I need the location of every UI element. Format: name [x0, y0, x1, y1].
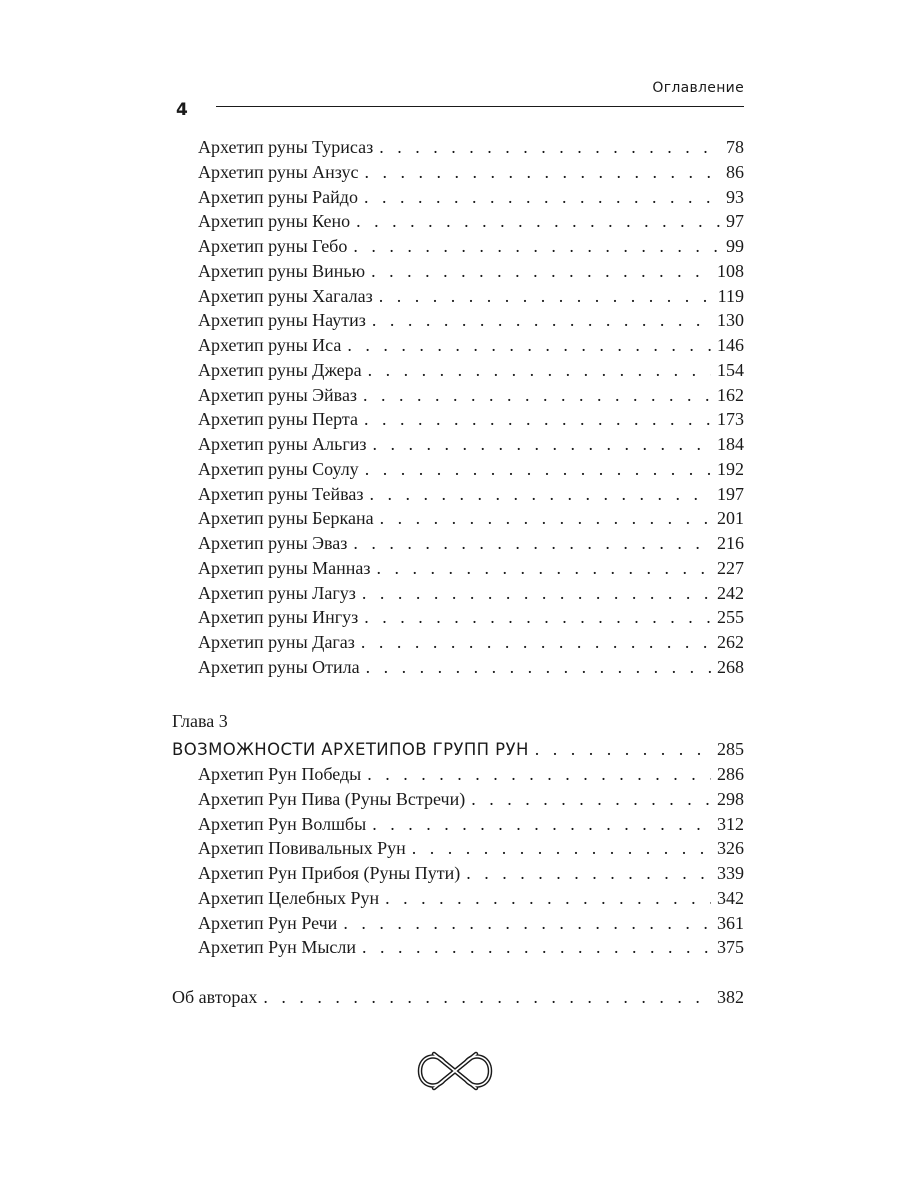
entry-title: Архетип руны Альгиз	[198, 434, 367, 454]
toc-entry[interactable]	[198, 861, 744, 885]
toc-entry[interactable]	[198, 556, 744, 580]
dot-leader	[362, 581, 711, 605]
entry-title: Архетип руны Наутиз	[198, 310, 366, 331]
entry-title: Архетип руны Анзус	[198, 161, 359, 182]
entry-page: 339	[717, 863, 744, 883]
toc-entry[interactable]	[198, 209, 744, 233]
entry-title: Архетип Рун Прибоя (Руны Пути)	[198, 863, 461, 883]
dot-leader	[368, 358, 711, 382]
toc-entry[interactable]	[198, 135, 744, 159]
toc-entry[interactable]	[198, 655, 744, 679]
dot-leader	[466, 861, 711, 885]
toc-entry[interactable]	[198, 506, 744, 530]
entry-page: 146	[717, 335, 744, 355]
dot-leader	[343, 911, 711, 935]
dot-leader	[353, 531, 711, 555]
dot-leader	[361, 630, 711, 654]
entry-page: 312	[717, 813, 744, 834]
toc-entry[interactable]	[198, 836, 744, 860]
dot-leader	[379, 284, 712, 308]
entry-page: 192	[717, 458, 744, 479]
toc-entry[interactable]	[198, 407, 744, 431]
entry-title: Архетип руны Перта	[198, 409, 358, 430]
entry-page: 184	[717, 434, 744, 454]
entry-page: 86	[726, 161, 744, 182]
toc-entry[interactable]	[198, 383, 744, 407]
entry-page: 99	[726, 236, 744, 256]
entry-page: 130	[717, 310, 744, 331]
entry-title: Архетип Рун Победы	[198, 764, 362, 784]
running-title: Оглавление	[652, 80, 744, 96]
entry-title: Архетип руны Райдо	[198, 186, 358, 207]
dot-leader	[379, 135, 720, 159]
entry-title: Архетип Повивальных Рун	[198, 838, 406, 859]
dot-leader	[412, 836, 711, 860]
entry-page: 97	[726, 211, 744, 232]
toc-entry[interactable]	[198, 284, 744, 308]
entry-title: Архетип Целебных Рун	[198, 887, 380, 908]
toc-entry[interactable]	[198, 812, 744, 836]
dot-leader	[356, 209, 720, 233]
dot-leader	[385, 886, 711, 910]
entry-page: 298	[717, 788, 744, 809]
entry-page: 361	[717, 912, 744, 933]
entry-title: Архетип руны Эйваз	[198, 384, 358, 405]
dot-leader	[371, 259, 711, 283]
entry-title: Архетип руны Отила	[198, 656, 360, 677]
toc-entry[interactable]	[198, 259, 744, 283]
entry-page: 242	[717, 582, 744, 603]
entry-page: 342	[717, 887, 744, 908]
toc-entry[interactable]	[198, 531, 744, 555]
dot-leader	[365, 457, 711, 481]
dot-leader	[372, 432, 711, 456]
toc-entry[interactable]	[198, 787, 744, 811]
dot-leader	[364, 185, 720, 209]
dot-leader	[377, 556, 711, 580]
toc-entry[interactable]	[198, 762, 744, 786]
header-rule	[216, 106, 744, 107]
dot-leader	[372, 812, 711, 836]
chapter-label: Глава 3	[172, 711, 228, 731]
entry-page: 197	[717, 483, 744, 504]
dot-leader	[263, 985, 711, 1009]
chapter-page: 285	[717, 739, 744, 759]
toc-entry[interactable]	[198, 581, 744, 605]
toc-entry[interactable]	[198, 333, 744, 357]
entry-page: 227	[717, 557, 744, 578]
dot-leader	[364, 407, 711, 431]
entry-page: 255	[717, 607, 744, 628]
entry-page: 93	[726, 186, 744, 207]
entry-page: 119	[717, 285, 744, 306]
entry-page: 201	[717, 508, 744, 529]
entry-title: Архетип руны Лагуз	[198, 582, 356, 603]
dot-leader	[362, 935, 711, 959]
toc-entry[interactable]	[198, 630, 744, 654]
dot-leader	[363, 383, 711, 407]
about-authors-page: 382	[717, 987, 744, 1007]
entry-title: Архетип руны Соулу	[198, 458, 359, 479]
dot-leader	[353, 234, 720, 258]
entry-page: 262	[717, 632, 744, 652]
dot-leader	[471, 787, 711, 811]
dot-leader	[347, 333, 711, 357]
entry-title: Архетип Рун Речи	[198, 912, 338, 933]
entry-title: Архетип руны Эваз	[198, 533, 348, 553]
dot-leader	[364, 605, 711, 629]
dot-leader	[369, 482, 711, 506]
entry-page: 326	[717, 838, 744, 859]
dot-leader	[535, 737, 711, 761]
page-number: 4	[176, 100, 188, 120]
entry-title: Архетип руны Беркана	[198, 508, 374, 529]
entry-title: Архетип руны Турисаз	[198, 137, 374, 157]
toc-entry[interactable]	[198, 185, 744, 209]
toc-entry[interactable]	[198, 935, 744, 959]
chapter-title-entry[interactable]	[172, 737, 744, 761]
toc-entry[interactable]	[198, 358, 744, 382]
toc-entry[interactable]	[198, 308, 744, 332]
entry-title: Архетип руны Иса	[198, 335, 342, 355]
chapter-title: ВОЗМОЖНОСТИ АРХЕТИПОВ ГРУПП РУН	[172, 740, 529, 759]
running-header	[176, 78, 744, 118]
toc-entry[interactable]	[198, 160, 744, 184]
toc-entry[interactable]	[198, 886, 744, 910]
toc-entry[interactable]	[198, 234, 744, 258]
entry-page: 286	[717, 764, 744, 784]
entry-page: 375	[717, 937, 744, 958]
entry-title: Архетип руны Джера	[198, 359, 362, 380]
entry-page: 173	[717, 409, 744, 430]
dot-leader	[367, 762, 711, 786]
entry-title: Архетип руны Ингуз	[198, 607, 359, 628]
about-authors-title: Об авторах	[172, 987, 258, 1007]
entry-page: 78	[726, 137, 744, 157]
entry-page: 154	[717, 359, 744, 380]
entry-page: 162	[717, 384, 744, 405]
toc-entry[interactable]	[198, 605, 744, 629]
entry-title: Архетип Рун Пива (Руны Встречи)	[198, 788, 466, 809]
toc-entry[interactable]	[198, 457, 744, 481]
dot-leader	[380, 506, 711, 530]
entry-title: Архетип Рун Мысли	[198, 937, 357, 958]
entry-page: 268	[717, 656, 744, 677]
entry-title: Архетип руны Гебо	[198, 236, 348, 256]
celtic-knot-icon	[414, 1046, 496, 1096]
dot-leader	[366, 655, 711, 679]
entry-page: 216	[717, 533, 744, 553]
dot-leader	[372, 308, 711, 332]
entry-title: Архетип руны Винью	[198, 260, 366, 281]
entry-title: Архетип руны Дагаз	[198, 632, 355, 652]
entry-title: Архетип Рун Волшбы	[198, 813, 367, 834]
toc-entry[interactable]	[198, 432, 744, 456]
entry-title: Архетип руны Хагалаз	[198, 285, 373, 306]
entry-title: Архетип руны Тейваз	[198, 483, 364, 504]
entry-title: Архетип руны Кено	[198, 211, 351, 232]
about-authors-entry[interactable]	[172, 985, 744, 1009]
toc-entry[interactable]	[198, 911, 744, 935]
entry-page: 108	[717, 260, 744, 281]
entry-title: Архетип руны Манназ	[198, 557, 371, 578]
toc-entry[interactable]	[198, 482, 744, 506]
dot-leader	[365, 160, 720, 184]
